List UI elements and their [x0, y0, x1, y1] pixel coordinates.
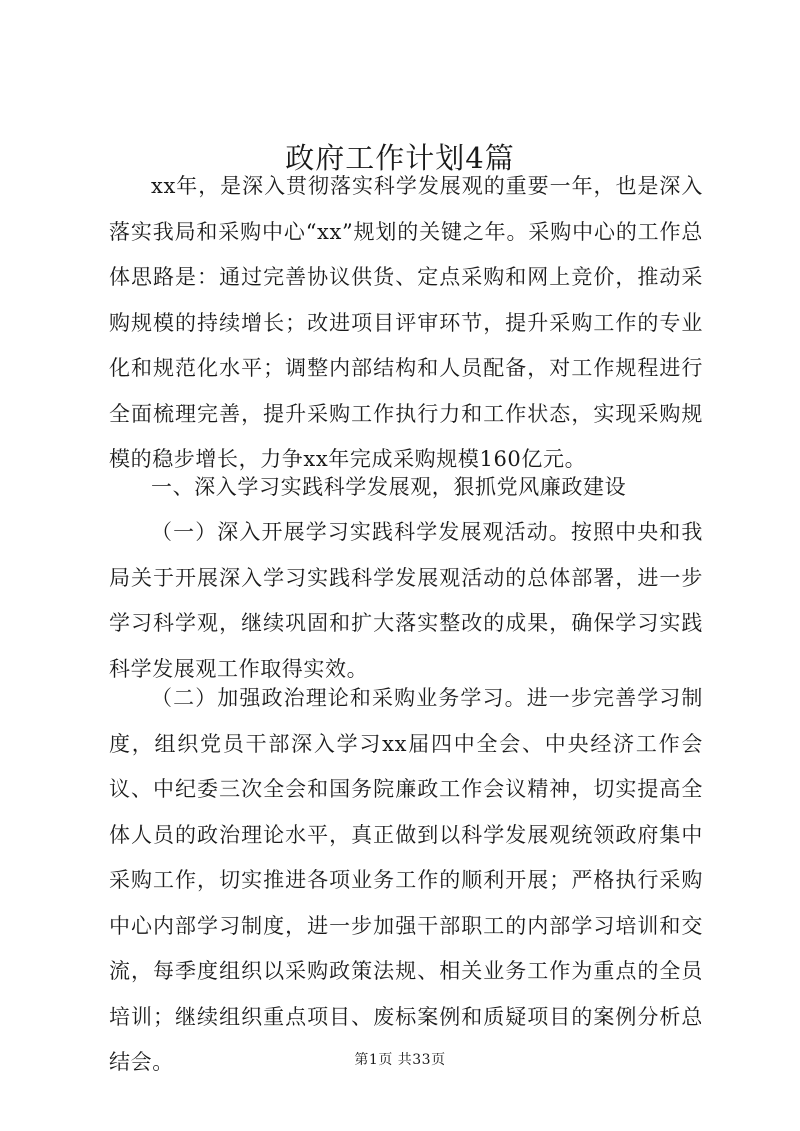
- document-title: 政府工作计划4篇: [285, 141, 515, 175]
- paragraph-subsection-1: （一）深入开展学习实践科学发展观活动。按照中央和我局关于开展深入学习实践科学发展观活动的总体部署，进一步学习科学观，继续巩固和扩大落实整改的成果，确保学习实践科学发展观工作取得实效。: [109, 520, 703, 681]
- page-number-footer: 第1页 共33页: [354, 1052, 446, 1068]
- section-heading-1: 一、深入学习实践科学发展观，狠抓党风廉政建设: [151, 475, 627, 499]
- paragraph-intro: xx年，是深入贯彻落实科学发展观的重要一年，也是深入落实我局和采购中心“xx”规划的关键之年。采购中心的工作总体思路是：通过完善协议供货、定点采购和网上竞价，推动采购规模的持续增长；改进项目评审环节，提升采购工作的专业化和规范化水平；调整内部结构和人员配备，对工作规程进行全面梳理完善，提升采购工作执行力和工作状态，实现采购规模的稳步增长，力争xx年完成采购规模160亿元。: [109, 174, 703, 471]
- paragraph-subsection-2: （二）加强政治理论和采购业务学习。进一步完善学习制度，组织党员干部深入学习xx届四中全会、中央经济工作会议、中纪委三次全会和国务院廉政工作会议精神，切实提高全体人员的政治理论水平，真正做到以科学发展观统领政府集中采购工作，切实推进各项业务工作的顺利开展；严格执行采购中心内部学习制度，进一步加强干部职工的内部学习培训和交流，每季度组织以采购政策法规、相关业务工作为重点的全员培训；继续组织重点项目、废标案例和质疑项目的案例分析总结会。: [109, 686, 703, 1074]
